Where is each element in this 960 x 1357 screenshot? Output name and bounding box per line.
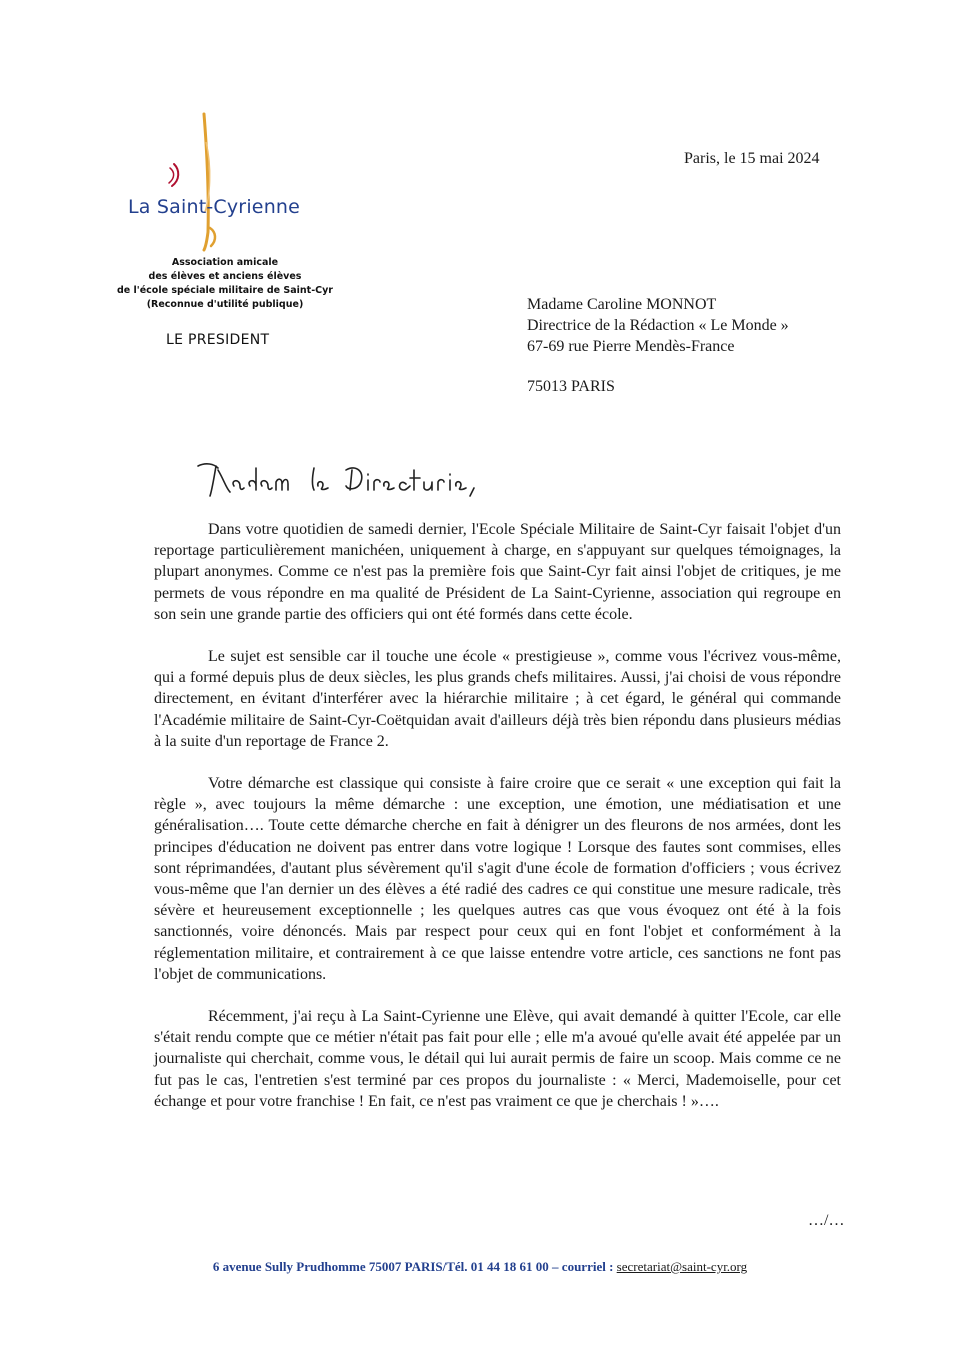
body-paragraph: Dans votre quotidien de samedi dernier, l'Ecole Spéciale Militaire de Saint-Cyr faisait l'objet d'un reportage particulièrement manichéen, uniquement à charge, en s'appuyant sur quelques témoignages, la plupart anonymes. Comme ce n'est pas la première fois que Saint-Cyr fait ainsi l'objet de critiques, je me permets de vous répondre en ma qualité de Président de La Saint-Cyrienne, association qui regroupe en son sein une grande partie des officiers qui ont été formés dans cette école. [154,521,841,623]
recipient-postal: 75013 PARIS [527,378,615,395]
association-line: de l'école spéciale militaire de Saint-Cyr [117,285,333,296]
association-line: (Reconnue d'utilité publique) [146,299,304,310]
saint-cyrienne-logo-icon [160,112,240,252]
footer-email-link[interactable]: secretariat@saint-cyr.org [616,1259,748,1274]
footer [0,1259,960,1275]
recipient-line: Directrice de la Rédaction « Le Monde » [527,317,789,334]
body-paragraph: Récemment, j'ai reçu à La Saint-Cyrienne une Elève, qui avait demandé à quitter l'Ecole, car elle s'était rendu compte que ce métier n'était pas fait pour elle ; elle m'a avoué qu'elle avait été appelée par un journaliste qui cherchait, comme vous, le détail qui lui aurait permis de faire un scoop. Mais comme ce ne fut pas le cas, l'entretien s'est terminé par ces propos du journaliste : « Merci, Mademoiselle, pour cet échange et pour votre franchise ! En fait, ce n'est pas vraiment ce que je cherchais ! »…. [154,1008,841,1110]
footer-address: 6 avenue Sully Prudhomme 75007 PARIS/Tél. 01 44 18 61 00 – courriel : [212,1259,617,1274]
recipient-block [527,294,789,357]
recipient-line: Madame Caroline MONNOT [527,296,717,313]
continuation-mark: …/… [808,1212,845,1229]
body-paragraph: Le sujet est sensible car il touche une école « prestigieuse », comme vous l'écrivez vous-même, qui a formé depuis plus de deux siècles, les plus grands chefs militaires. Aussi, j'ai choisi de vous répondre directement, en évitant d'interférer avec la hiérarchie militaire ; à cet égard, le général qui commande l'Académie militaire de Saint-Cyr-Coëtquidan avait d'ailleurs déjà très bien répondu dans plusieurs médias à la suite d'un reportage de France 2. [154,648,841,750]
recipient-line: 67-69 rue Pierre Mendès-France [527,338,735,355]
association-line: Association amicale [171,257,279,268]
handwritten-salutation [196,456,496,506]
body-paragraph: Votre démarche est classique qui consiste à faire croire que ce serait « une exception qui fait la règle », avec toujours la même démarche : une exception, une émotion, une médiatisation et une généralisation…. Toute cette démarche cherche en fait à dénigrer un des fleurons de nos armées, dont les principes d'éducation ne doivent pas entrer dans votre logique ! Lorsque des fautes sont commises, elles sont réprimandées, d'autant plus sévèrement qu'il s'agit d'une école de formation d'officiers ; vous écrivez vous-même que l'an dernier un des élèves a été radié des cadres ce qui constitue une mesure radicale, très sévère et heureusement exceptionnelle ; les quelques autres cas que vous évoquez ont été à la fois sanctionnés, voire dénoncés. Mais par respect pour ceux qui en font l'objet et conformément à la réglementation militaire, et contrairement à ce que laisse entendre votre article, ces sanctions ne font pas l'objet de communications. [154,775,841,983]
date-line: Paris, le 15 mai 2024 [684,150,820,167]
letter-body [154,519,841,1133]
association-line: des élèves et anciens élèves [148,271,302,282]
brand-name: La Saint-Cyrienne [128,196,301,218]
association-description [100,256,350,312]
signatory-title: LE PRESIDENT [166,332,270,348]
